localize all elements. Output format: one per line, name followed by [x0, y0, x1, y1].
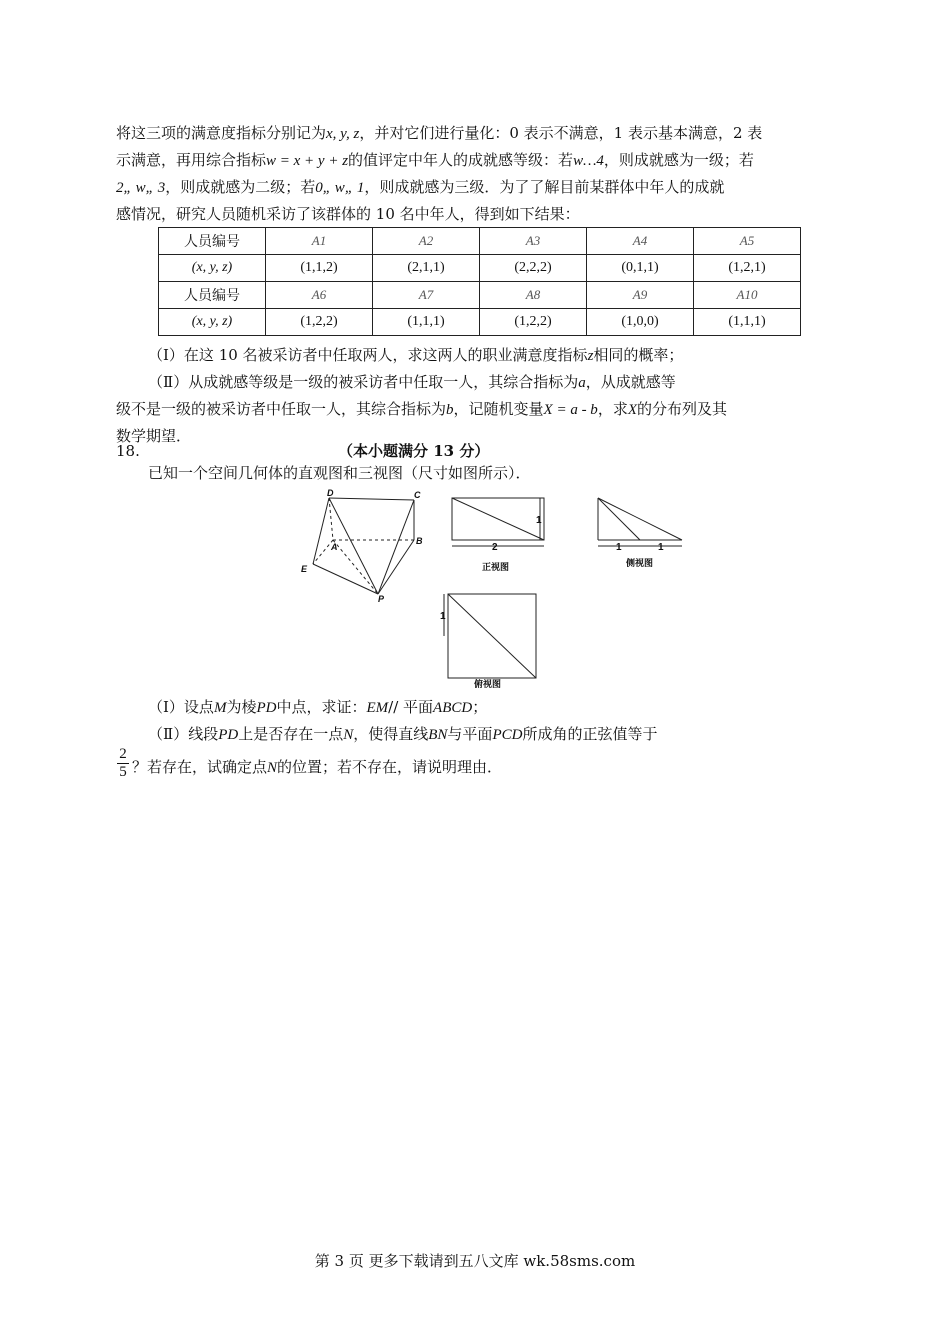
- text: （Ⅱ）线段: [148, 725, 219, 743]
- text: （Ⅰ）在这 10 名被采访者中任取两人，求这两人的职业满意度指标: [148, 346, 588, 364]
- condition: 0„ w„ 1: [315, 180, 365, 196]
- var: M: [213, 700, 227, 716]
- header-cell: 人员编号: [159, 282, 266, 309]
- label-A: A: [331, 542, 338, 552]
- var: N: [267, 760, 278, 776]
- table-row: [159, 255, 801, 282]
- var: PD: [256, 700, 277, 716]
- text: 数学期望．: [116, 427, 192, 445]
- text: 相同的概率；: [593, 346, 684, 364]
- id-cell: A10: [694, 282, 801, 309]
- top-view-label: 俯视图: [474, 679, 502, 688]
- edge: [598, 498, 640, 540]
- label-B: B: [416, 536, 423, 546]
- id-cell: A4: [587, 228, 694, 255]
- id-cell: A7: [373, 282, 480, 309]
- problem17-questions: [116, 342, 838, 449]
- text: 示满意，再用综合指标: [116, 151, 267, 169]
- value-cell: (0,1,1): [587, 255, 694, 282]
- label-C: C: [414, 490, 421, 500]
- vars: x, y, z: [326, 126, 360, 142]
- frac-num: 2: [119, 746, 127, 762]
- text: ；: [472, 698, 488, 716]
- text: ，求: [597, 400, 628, 418]
- coord-label: (x, y, z): [159, 255, 266, 282]
- value-cell: (1,2,2): [480, 309, 587, 336]
- var: X: [627, 402, 637, 418]
- problem18-header: [116, 440, 838, 462]
- table-row: [159, 228, 801, 255]
- label-E: E: [301, 564, 308, 574]
- id-cell: A5: [694, 228, 801, 255]
- front-view-label: 正视图: [482, 562, 510, 572]
- header-cell: 人员编号: [159, 228, 266, 255]
- dim-1: 1: [536, 515, 542, 526]
- problem-score: （本小题满分 13 分）: [338, 442, 490, 460]
- frac-den: 5: [119, 764, 127, 780]
- coord-label: (x, y, z): [159, 309, 266, 336]
- text: 与平面: [447, 725, 493, 743]
- formula: w = x + y + z: [266, 153, 349, 169]
- text: ，记随机变量: [453, 400, 544, 418]
- value-cell: (1,2,1): [694, 255, 801, 282]
- diagonal: [448, 594, 536, 678]
- dim-1a: 1: [616, 542, 622, 553]
- text: 中点，求证：: [276, 698, 367, 716]
- condition: w…4: [573, 153, 604, 169]
- text: ，则成就感为一级；若: [603, 151, 754, 169]
- var: PD: [218, 727, 239, 743]
- text: 感情况，研究人员随机采访了该群体的 10 名中年人，得到如下结果：: [116, 205, 580, 223]
- value-cell: (2,2,2): [480, 255, 587, 282]
- edge: [598, 498, 682, 540]
- problem-number: 18.: [116, 442, 140, 460]
- value-cell: (2,1,1): [373, 255, 480, 282]
- text: ，则成就感为二级；若: [165, 178, 316, 196]
- value-cell: (1,1,2): [266, 255, 373, 282]
- formula: X = a - b: [543, 402, 598, 418]
- id-cell: A8: [480, 282, 587, 309]
- text: ？若存在，试确定点: [132, 758, 268, 776]
- text: （Ⅱ）从成就感等级是一级的被采访者中任取一人，其综合指标为: [148, 373, 579, 391]
- var: BN: [428, 727, 448, 743]
- id-cell: A3: [480, 228, 587, 255]
- value-cell: (1,2,2): [266, 309, 373, 336]
- edge: [329, 498, 414, 500]
- var: PCD: [492, 727, 523, 743]
- problem17-intro: [116, 120, 838, 227]
- text: 上是否存在一点: [238, 725, 344, 743]
- text: ，并对它们进行量化：0 表示不满意，1 表示基本满意，2 表: [359, 124, 763, 142]
- table-row: [159, 282, 801, 309]
- text: 的位置；若不存在，请说明理由．: [277, 758, 503, 776]
- text: 将这三项的满意度指标分别记为: [116, 124, 327, 142]
- label-D: D: [327, 488, 334, 498]
- var: ABCD: [433, 700, 473, 716]
- text: 的值评定中年人的成就感等级：若: [348, 151, 574, 169]
- text: ，使得直线: [353, 725, 429, 743]
- var: N: [343, 727, 354, 743]
- text: ，则成就感为三级．为了了解目前某群体中年人的成就: [364, 178, 725, 196]
- value-cell: (1,0,0): [587, 309, 694, 336]
- text: （Ⅰ）设点: [148, 698, 214, 716]
- id-cell: A9: [587, 282, 694, 309]
- geometry-figure: [296, 488, 696, 688]
- var: a: [578, 375, 586, 391]
- id-cell: A1: [266, 228, 373, 255]
- edge: [333, 540, 378, 594]
- value-cell: (1,1,1): [694, 309, 801, 336]
- edge: [313, 564, 378, 594]
- table-row: [159, 309, 801, 336]
- var: z: [587, 348, 594, 364]
- var: EM: [366, 700, 389, 716]
- text: 级不是一级的被采访者中任取一人，其综合指标为: [116, 400, 447, 418]
- page-footer: 第 3 页 更多下载请到五八文库 wk.58sms.com: [314, 1252, 636, 1270]
- condition: 2„ w„ 3: [116, 180, 166, 196]
- dim-1b: 1: [658, 542, 664, 553]
- dim-1c: 1: [440, 611, 446, 622]
- id-cell: A2: [373, 228, 480, 255]
- id-cell: A6: [266, 282, 373, 309]
- diagonal: [452, 498, 544, 540]
- problem18-intro: 已知一个空间几何体的直观图和三视图（尺寸如图所示）．: [148, 464, 531, 482]
- survey-table: [158, 227, 801, 336]
- side-view-label: 侧视图: [626, 558, 654, 568]
- fraction-2-5: [116, 746, 130, 781]
- label-P: P: [378, 594, 385, 604]
- text: // 平面: [388, 698, 434, 716]
- text: 所成角的正弦值等于: [522, 725, 658, 743]
- edge: [378, 500, 414, 594]
- text: ，从成就感等: [585, 373, 676, 391]
- value-cell: (1,1,1): [373, 309, 480, 336]
- problem18-questions: [116, 694, 838, 748]
- dim-2: 2: [492, 542, 498, 553]
- text: 的分布列及其: [637, 400, 728, 418]
- problem18-q2-cont: [132, 754, 832, 781]
- var: b: [446, 402, 454, 418]
- text: 为棱: [226, 698, 257, 716]
